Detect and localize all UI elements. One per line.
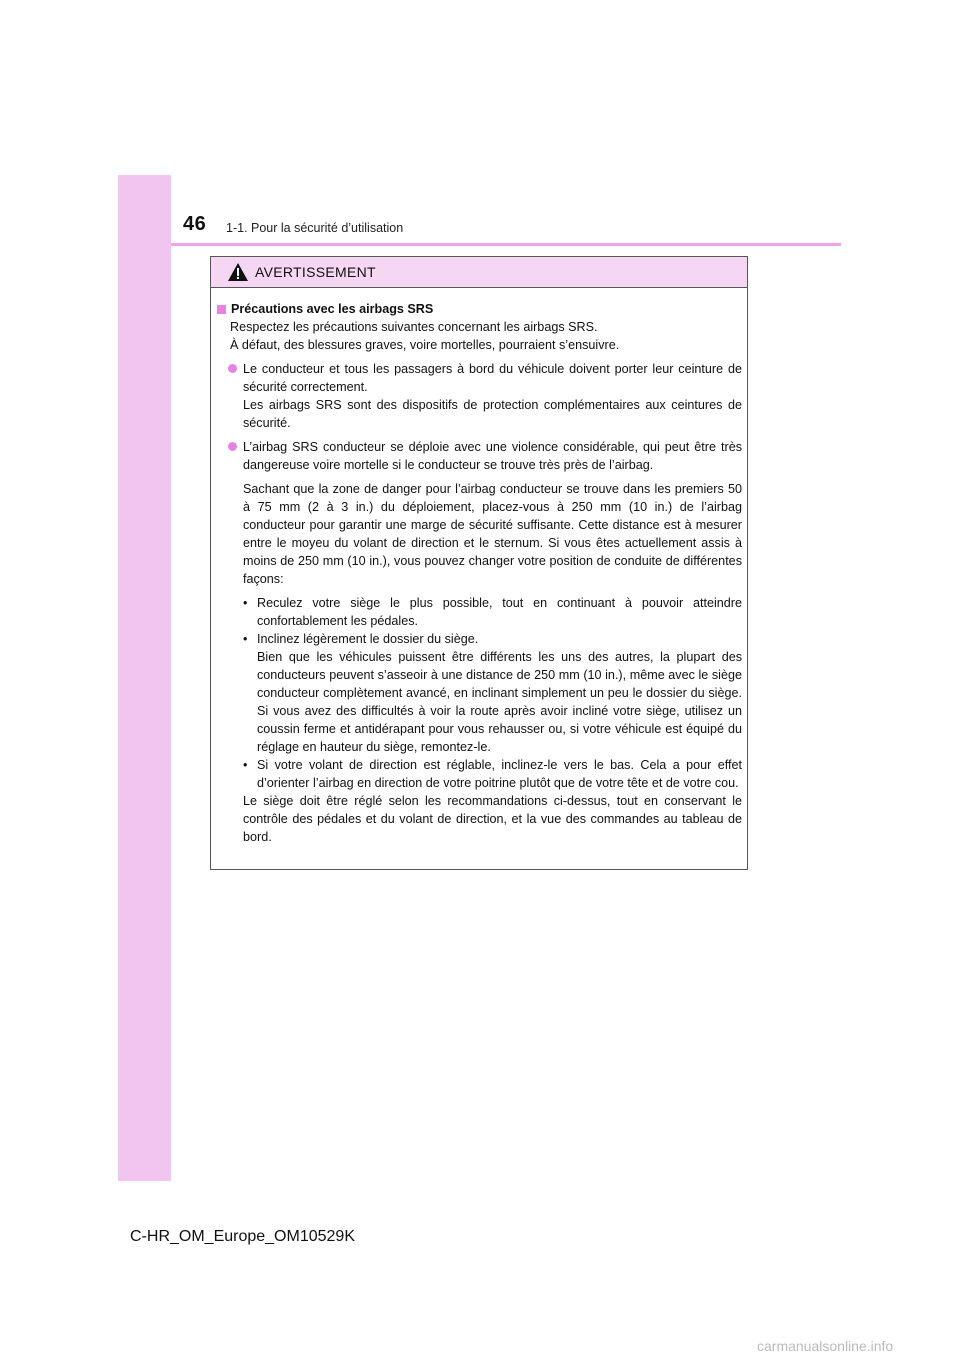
section-title: 1-1. Pour la sécurité d’utilisation	[226, 221, 404, 235]
sub-list	[243, 594, 742, 792]
warning-box	[210, 256, 748, 870]
sub-item: • Inclinez légèrement le dossier du siège.	[243, 632, 479, 646]
warning-triangle-icon	[227, 262, 249, 282]
watermark: carmanualsonline.info	[757, 1338, 894, 1354]
distance-paragraph: Sachant que la zone de danger pour l’airbag conducteur se trouve dans les premiers 50 à 75 mm (2 à 3 in.) du déploiement, placez-vous à 250 mm (10 in.) de l’airbag conducteur pour garantir une marge de sécurité suffisante. Cette distance est à mesurer entre le moyeu du volant de direction et le sternum. Si vous êtes actuellement assis à moins de 250 mm (10 in.), vous pouvez changer votre position de conduite de différentes façons:	[243, 482, 742, 586]
warning-body	[211, 288, 747, 846]
sub-item-continuation: Bien que les véhicules puissent être différents les uns des autres, la plupart des conducteurs peuvent s’asseoir à une distance de 250 mm (10 in.), même avec le siège conducteur complètement avancé, en inclinant simplement un peu le dossier du siège. Si vous avez des difficultés à voir la route après avoir incliné votre siège, utilisez un coussin ferme et antidérapant pour vous rehausser ou, si votre véhicule est équipé du réglage en hauteur du siège, remontez-le.	[257, 650, 742, 754]
header-divider	[171, 243, 841, 246]
intro-line-2: À défaut, des blessures graves, voire mortelles, pourraient s’ensuivre.	[230, 338, 620, 352]
footer-code: C-HR_OM_Europe_OM10529K	[130, 1228, 355, 1245]
intro-line-1: Respectez les précautions suivantes concernant les airbags SRS.	[230, 320, 598, 334]
side-margin-band	[118, 175, 171, 1181]
item-title-text: Précautions avec les airbags SRS	[231, 302, 434, 316]
square-bullet-icon	[217, 305, 226, 314]
warning-header	[211, 257, 747, 288]
round-bullet-icon	[228, 442, 237, 451]
round-bullet-icon	[228, 364, 237, 373]
bullet-1-line-1: Le conducteur et tous les passagers à bord du véhicule doivent porter leur ceinture de sécurité correctement.	[243, 362, 742, 394]
bullet-2-text: L’airbag SRS conducteur se déploie avec une violence considérable, qui peut être très dangereuse voire mortelle si le conducteur se trouve très près de l’airbag.	[243, 440, 742, 472]
sub-item: • Si votre volant de direction est réglable, inclinez-le vers le bas. Cela a pour effet d’orienter l’airbag en direction de votre poitrine plutôt que de votre tête et de votre cou.	[243, 758, 742, 790]
closing-paragraph: Le siège doit être réglé selon les recommandations ci-dessus, tout en conservant le contrôle des pédales et du volant de direction, et la vue des commandes au tableau de bord.	[243, 794, 742, 844]
warning-label: AVERTISSEMENT	[255, 264, 376, 280]
bullet-1-line-2: Les airbags SRS sont des dispositifs de protection complémentaires aux ceintures de sécurité.	[243, 398, 742, 430]
item-title	[217, 300, 742, 318]
bullet-item-2	[228, 438, 742, 474]
bullet-item-1	[228, 360, 742, 432]
page-number: 46	[183, 213, 207, 235]
sub-item: • Reculez votre siège le plus possible, tout en continuant à pouvoir atteindre confortablement les pédales.	[243, 596, 742, 628]
